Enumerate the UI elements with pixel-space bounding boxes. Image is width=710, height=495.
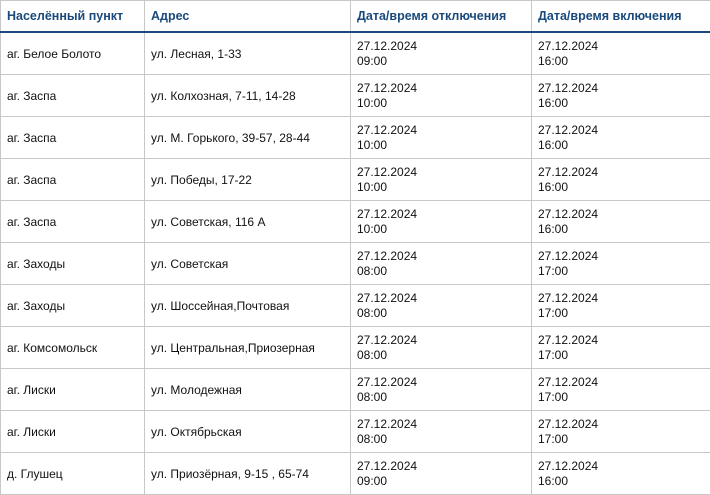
on-date: 27.12.2024 [538,333,710,348]
off-date: 27.12.2024 [357,417,531,432]
cell-off-datetime [351,453,532,495]
on-time: 17:00 [538,306,710,321]
table-row [1,117,710,159]
table-body [1,32,710,495]
cell-address: ул. Советская [145,243,351,285]
cell-place: аг. Заспа [1,159,145,201]
cell-place: аг. Заходы [1,243,145,285]
cell-off-datetime [351,117,532,159]
on-time: 17:00 [538,432,710,447]
cell-on-datetime [532,369,710,411]
cell-on-datetime [532,453,710,495]
on-date: 27.12.2024 [538,417,710,432]
on-time: 16:00 [538,96,710,111]
cell-address: ул. Центральная,Приозерная [145,327,351,369]
cell-on-datetime [532,243,710,285]
cell-off-datetime [351,327,532,369]
on-date: 27.12.2024 [538,249,710,264]
off-time: 08:00 [357,390,531,405]
on-date: 27.12.2024 [538,81,710,96]
cell-address: ул. М. Горького, 39-57, 28-44 [145,117,351,159]
off-time: 08:00 [357,432,531,447]
table-header [1,1,710,33]
cell-address: ул. Шоссейная,Почтовая [145,285,351,327]
off-time: 09:00 [357,474,531,489]
off-time: 10:00 [357,96,531,111]
cell-on-datetime [532,327,710,369]
cell-on-datetime [532,159,710,201]
cell-on-datetime [532,32,710,75]
cell-address: ул. Победы, 17-22 [145,159,351,201]
table-row [1,411,710,453]
on-time: 16:00 [538,180,710,195]
on-time: 16:00 [538,138,710,153]
on-time: 17:00 [538,264,710,279]
cell-address: ул. Советская, 116 А [145,201,351,243]
column-header-on-datetime: Дата/время включения [532,1,710,33]
header-row [1,1,710,33]
off-time: 10:00 [357,138,531,153]
on-time: 16:00 [538,474,710,489]
on-time: 16:00 [538,222,710,237]
on-time: 17:00 [538,348,710,363]
off-date: 27.12.2024 [357,375,531,390]
on-date: 27.12.2024 [538,207,710,222]
off-time: 08:00 [357,306,531,321]
table-row [1,285,710,327]
table-row [1,327,710,369]
cell-off-datetime [351,369,532,411]
cell-off-datetime [351,411,532,453]
cell-place: аг. Лиски [1,411,145,453]
cell-address: ул. Лесная, 1-33 [145,32,351,75]
off-date: 27.12.2024 [357,123,531,138]
cell-off-datetime [351,285,532,327]
off-date: 27.12.2024 [357,291,531,306]
off-date: 27.12.2024 [357,333,531,348]
on-date: 27.12.2024 [538,375,710,390]
off-date: 27.12.2024 [357,165,531,180]
cell-address: ул. Молодежная [145,369,351,411]
cell-place: аг. Заходы [1,285,145,327]
cell-address: ул. Октябрьская [145,411,351,453]
on-time: 16:00 [538,54,710,69]
cell-on-datetime [532,411,710,453]
table-row [1,75,710,117]
on-date: 27.12.2024 [538,165,710,180]
table-row [1,159,710,201]
off-time: 10:00 [357,180,531,195]
cell-off-datetime [351,75,532,117]
off-date: 27.12.2024 [357,207,531,222]
column-header-address: Адрес [145,1,351,33]
off-date: 27.12.2024 [357,459,531,474]
column-header-off-datetime: Дата/время отключения [351,1,532,33]
on-date: 27.12.2024 [538,39,710,54]
cell-place: аг. Комсомольск [1,327,145,369]
on-date: 27.12.2024 [538,459,710,474]
cell-place: аг. Белое Болото [1,32,145,75]
off-date: 27.12.2024 [357,81,531,96]
cell-place: д. Глушец [1,453,145,495]
off-time: 09:00 [357,54,531,69]
cell-address: ул. Приозёрная, 9-15 , 65-74 [145,453,351,495]
on-time: 17:00 [538,390,710,405]
off-date: 27.12.2024 [357,39,531,54]
table-row [1,201,710,243]
cell-address: ул. Колхозная, 7-11, 14-28 [145,75,351,117]
cell-off-datetime [351,32,532,75]
on-date: 27.12.2024 [538,123,710,138]
table-row [1,369,710,411]
cell-on-datetime [532,285,710,327]
cell-on-datetime [532,201,710,243]
cell-off-datetime [351,159,532,201]
column-header-place: Населённый пункт [1,1,145,33]
table-row [1,453,710,495]
table-row [1,243,710,285]
cell-place: аг. Заспа [1,75,145,117]
cell-off-datetime [351,201,532,243]
cell-place: аг. Заспа [1,117,145,159]
off-time: 10:00 [357,222,531,237]
cell-on-datetime [532,117,710,159]
off-date: 27.12.2024 [357,249,531,264]
table-row [1,32,710,75]
cell-place: аг. Лиски [1,369,145,411]
off-time: 08:00 [357,348,531,363]
off-time: 08:00 [357,264,531,279]
cell-on-datetime [532,75,710,117]
on-date: 27.12.2024 [538,291,710,306]
cell-off-datetime [351,243,532,285]
cell-place: аг. Заспа [1,201,145,243]
